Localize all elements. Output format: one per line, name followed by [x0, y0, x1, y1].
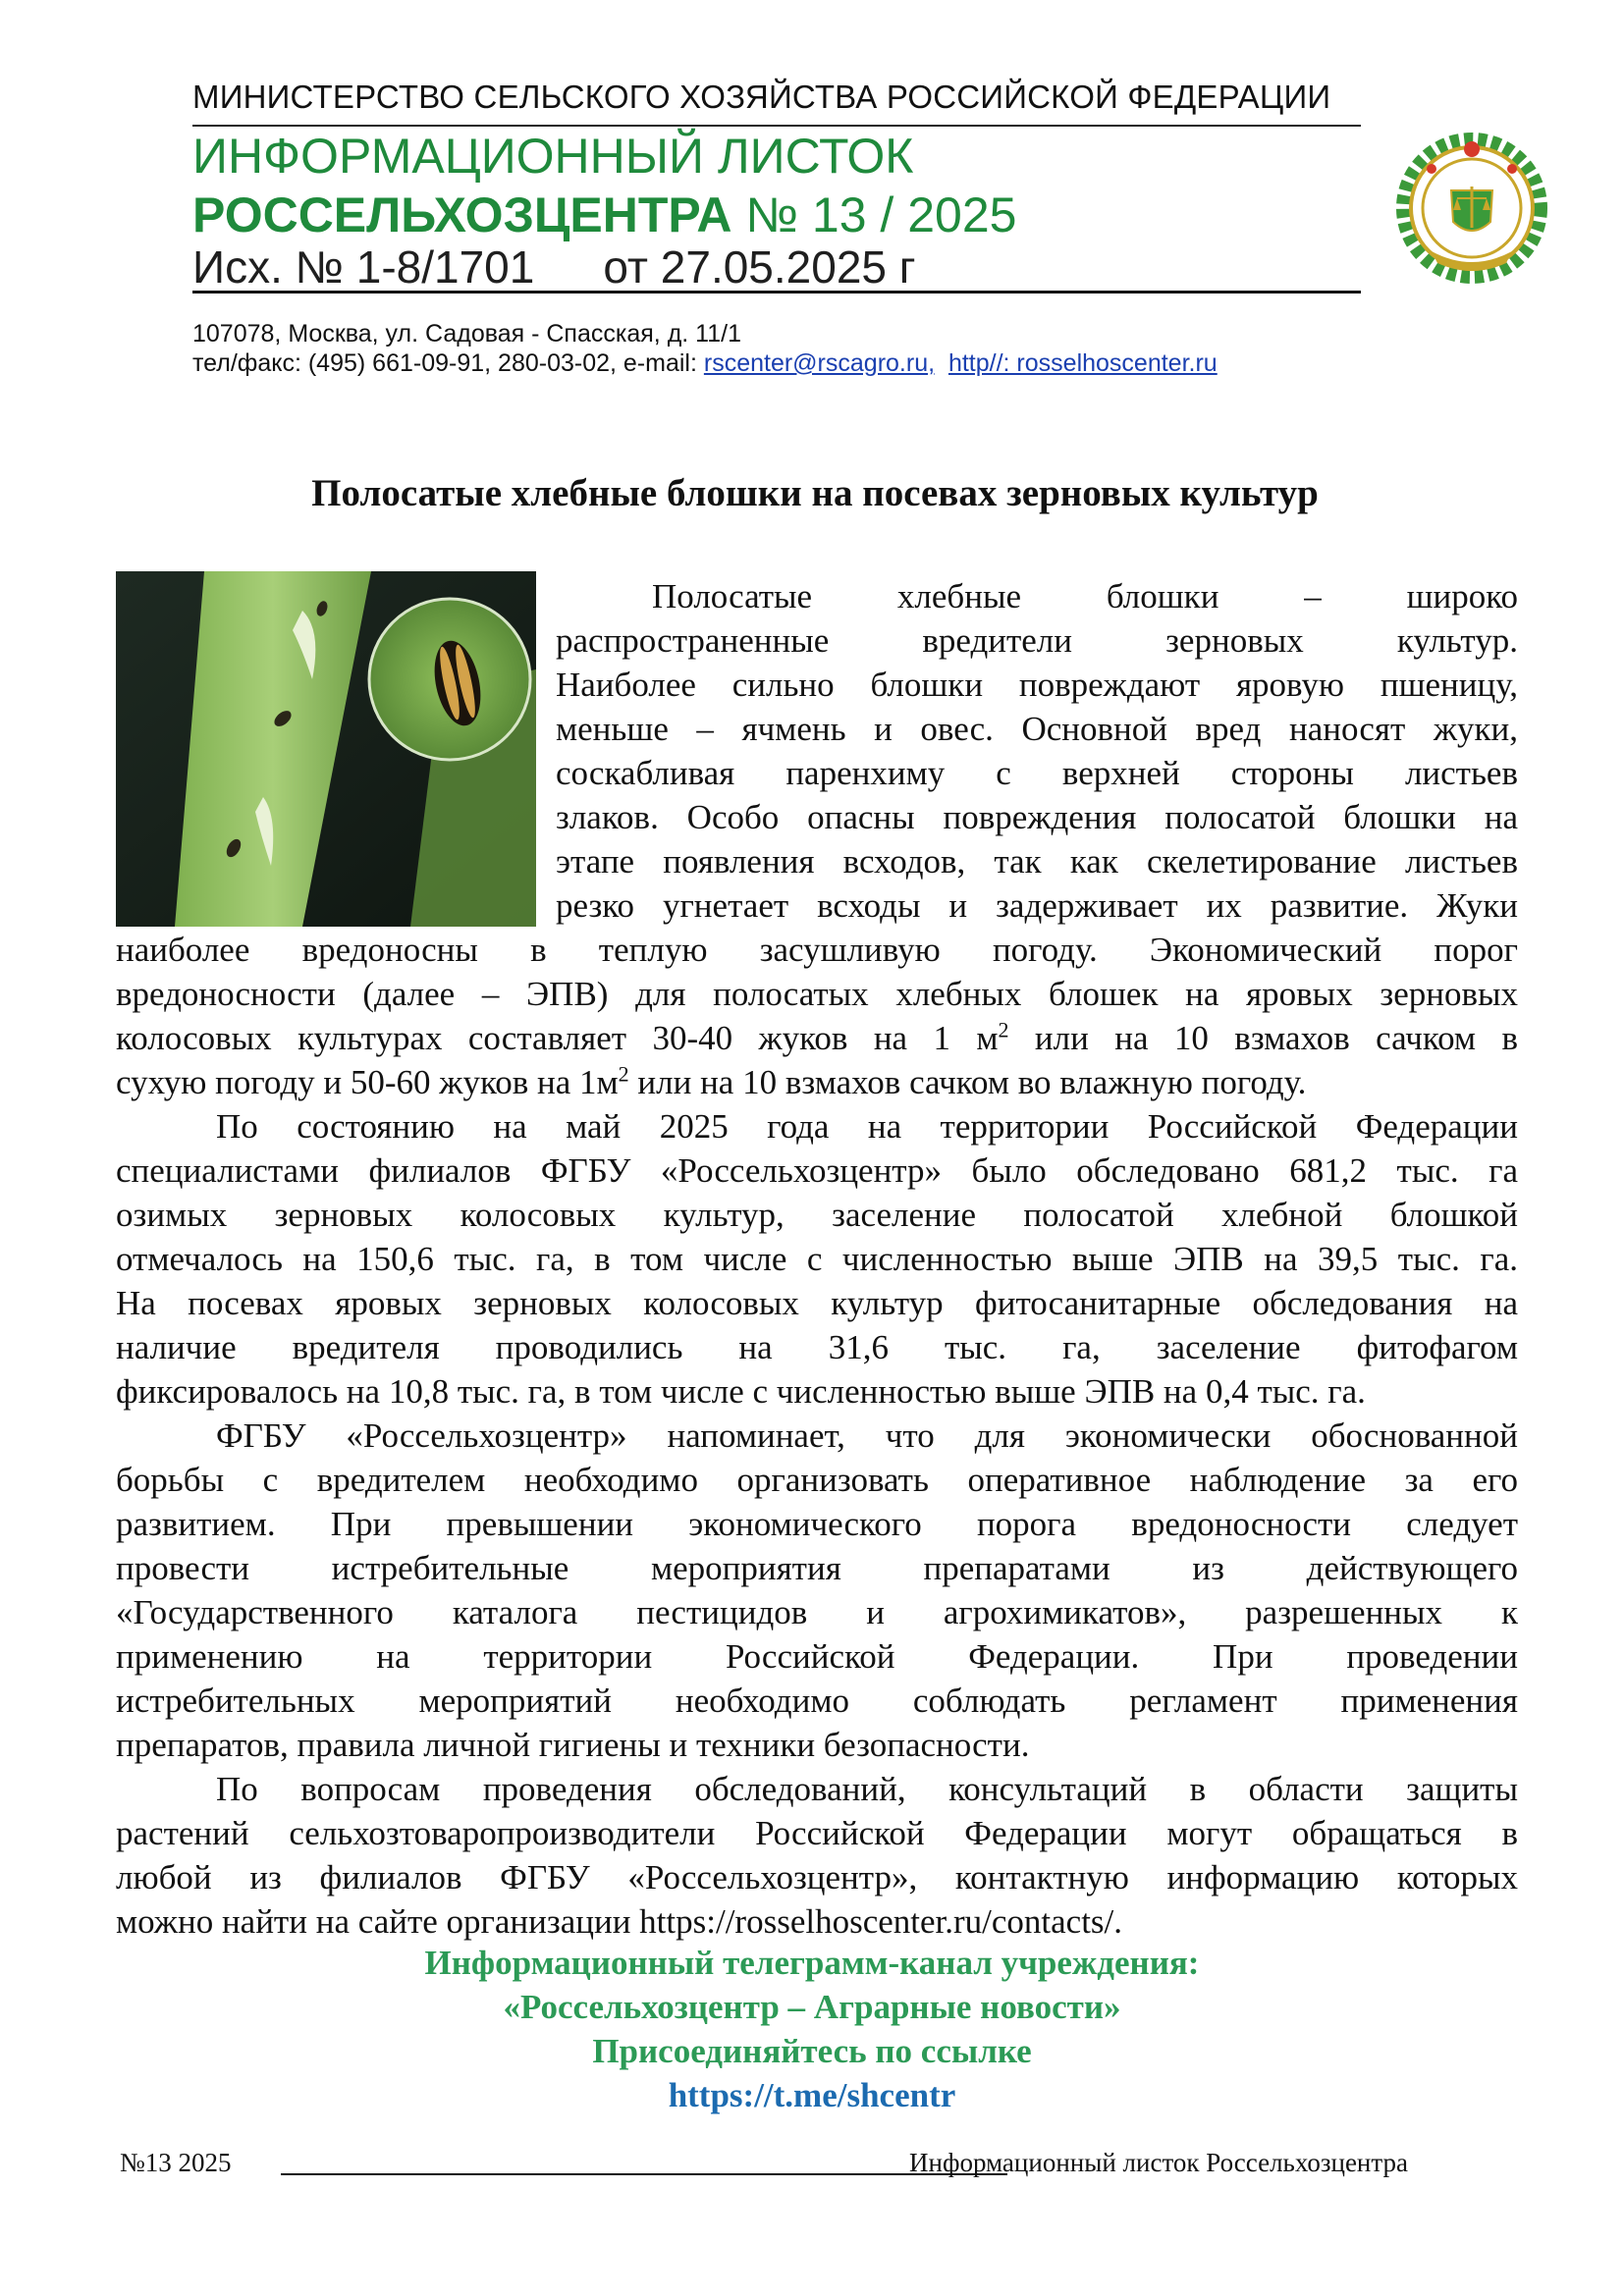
- header-rule-top: [192, 125, 1361, 127]
- phone-fax: тел/факс: (495) 661-09-91, 280-03-02, e-mail:: [192, 349, 704, 377]
- ministry-name: МИНИСТЕРСТВО СЕЛЬСКОГО ХОЗЯЙСТВА РОССИЙСКОЙ ФЕДЕРАЦИИ: [192, 79, 1331, 115]
- bulletin-org-name: РОССЕЛЬХОЗЦЕНТРА: [192, 187, 732, 242]
- reference-number: Исх. № 1-8/1701: [192, 241, 535, 293]
- article-line: растений сельхозтоваропроизводители Российской Федерации могут обращаться в: [116, 1814, 1518, 1852]
- superscript: 2: [998, 1017, 1009, 1042]
- contact-line: [192, 349, 1218, 378]
- article-line: колосовых культурах составляет 30-40 жуков на 1 $м^2$ или на 10 взмахов сачком в: [116, 1017, 1518, 1057]
- article-line: озимых зерновых колосовых культур, заселение полосатой хлебной блошкой: [116, 1196, 1518, 1234]
- article-line: развитием. При превышении экономического порога вредоносности следует: [116, 1505, 1518, 1543]
- article-line: По вопросам проведения обследований, консультаций в области защиты: [216, 1770, 1518, 1808]
- telegram-link[interactable]: https://t.me/shcentr: [668, 2076, 956, 2114]
- article-line: сухую погоду и 50-60 жуков на $1м^2$ или на 10 взмахов сачком во влажную погоду.: [116, 1061, 1307, 1101]
- article-line: наиболее вредоносны в теплую засушливую погоду. Экономический порог: [116, 931, 1518, 969]
- ministry-emblem-logo: [1392, 126, 1551, 285]
- footer-issue: №13 2025: [120, 2148, 232, 2177]
- article-line: наличие вредителя проводились на 31,6 тыс. га, заселение фитофагом: [116, 1328, 1518, 1366]
- telegram-channel-heading: Информационный телеграмм-канал учреждения:: [424, 1944, 1200, 1982]
- article-line: применению на территории Российской Федерации. При проведении: [116, 1637, 1518, 1676]
- article-line: На посевах яровых зерновых колосовых культур фитосанитарные обследования на: [116, 1284, 1518, 1322]
- article-line: Наиболее сильно блошки повреждают яровую пшеницу,: [556, 666, 1518, 704]
- article-title: Полосатые хлебные блошки на посевах зерновых культур: [311, 472, 1319, 514]
- article-line: вредоносности (далее – ЭПВ) для полосатых хлебных блошек на яровых зерновых: [116, 975, 1518, 1013]
- article-line: меньше – ячмень и овес. Основной вред наносят жуки,: [556, 710, 1518, 748]
- article-line: резко угнетает всходы и задерживает их развитие. Жуки: [556, 886, 1518, 925]
- article-line: борьбы с вредителем необходимо организовать оперативное наблюдение за его: [116, 1461, 1518, 1499]
- article-line: фиксировалось на 10,8 тыс. га, в том числе с численностью выше ЭПВ на 0,4 тыс. га.: [116, 1372, 1366, 1411]
- article-line: истребительных мероприятий необходимо соблюдать регламент применения: [116, 1682, 1518, 1720]
- postal-address: 107078, Москва, ул. Садовая - Спасская, д. 11/1: [192, 320, 741, 347]
- article-line: злаков. Особо опасны повреждения полосатой блошки на: [556, 798, 1518, 836]
- bulletin-title-line2: [192, 187, 1016, 243]
- reference-date: от 27.05.2025 г: [603, 241, 916, 293]
- telegram-link-row: [0, 2076, 1624, 2115]
- article-line: распространенные вредители зерновых культур.: [556, 621, 1518, 660]
- website-link[interactable]: http//: rosselhoscenter.ru: [947, 349, 1218, 377]
- telegram-join-text: Присоединяйтесь по ссылке: [592, 2032, 1032, 2070]
- article-line: этапе появления всходов, так как скелетирование листьев: [556, 842, 1518, 881]
- article-line: По состоянию на май 2025 года на территории Российской Федерации: [216, 1107, 1518, 1146]
- bulletin-title-line1: ИНФОРМАЦИОННЫЙ ЛИСТОК: [192, 129, 914, 184]
- superscript: 2: [618, 1061, 629, 1087]
- article-line: ФГБУ «Россельхозцентр» напоминает, что для экономически обоснованной: [216, 1416, 1518, 1455]
- article-line: провести истребительные мероприятия препаратами из действующего: [116, 1549, 1518, 1587]
- bulletin-issue-number: № 13 / 2025: [731, 187, 1017, 242]
- flea-beetle-photo: [116, 571, 536, 927]
- article-line: «Государственного каталога пестицидов и агрохимикатов», разрешенных к: [116, 1593, 1518, 1631]
- telegram-channel-name: «Россельхозцентр – Аграрные новости»: [503, 1988, 1121, 2026]
- article-line: специалистами филиалов ФГБУ «Россельхозцентр» было обследовано 681,2 тыс. га: [116, 1151, 1518, 1190]
- outgoing-reference: [192, 240, 916, 294]
- article-line: препаратов, правила личной гигиены и техники безопасности.: [116, 1726, 1030, 1764]
- article-line: отмечалось на 150,6 тыс. га, в том числе с численностью выше ЭПВ на 39,5 тыс. га.: [116, 1240, 1518, 1278]
- article-line: Полосатые хлебные блошки – широко: [652, 577, 1518, 615]
- article-line: можно найти на сайте организации https://rosselhoscenter.ru/contacts/.: [116, 1902, 1123, 1941]
- email-link[interactable]: rscenter@rscagro.ru,: [703, 349, 936, 377]
- footer-publication: Информационный листок Россельхозцентра: [909, 2148, 1408, 2177]
- footer-rule: [281, 2173, 1007, 2175]
- header-rule-bottom: [192, 291, 1361, 294]
- article-line: соскабливая паренхиму с верхней стороны листьев: [556, 754, 1518, 792]
- article-line: любой из филиалов ФГБУ «Россельхозцентр», контактную информацию которых: [116, 1858, 1518, 1896]
